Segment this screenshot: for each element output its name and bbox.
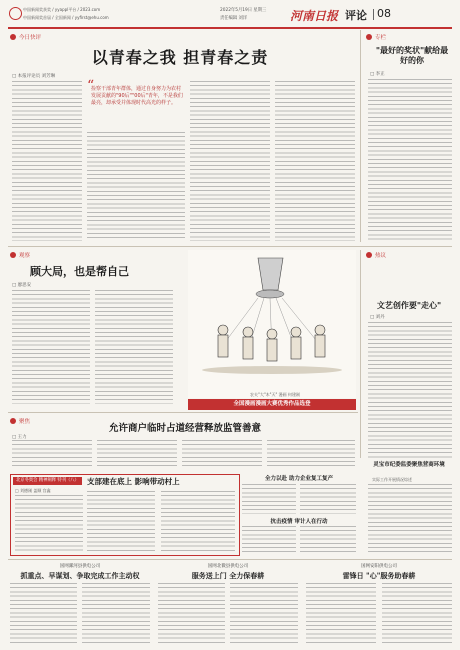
- party-col3-text: [161, 491, 235, 551]
- divider-2: [8, 412, 358, 413]
- banner-headline: 允许商户临时占道经营释放监管善意: [108, 423, 261, 434]
- bottom-col-1: [10, 563, 150, 647]
- masthead: [8, 6, 452, 26]
- right-mid-byline: 实际工作开展情况综述: [372, 477, 412, 482]
- section-dot-icon: [366, 252, 372, 258]
- mini-col1-text: [242, 484, 296, 514]
- banner-col2-text: [97, 440, 177, 468]
- newspaper-logo: 河南日报: [290, 9, 339, 23]
- page-number: 08: [377, 7, 391, 20]
- section-dot-icon: [10, 252, 16, 258]
- mini-col3-text: [242, 526, 296, 554]
- section-tag-right-top: 专栏: [366, 32, 386, 41]
- lead-byline: □ 本报评论员 刘芳琳: [12, 74, 56, 79]
- wenyi-byline: □ 刘丹: [370, 315, 385, 320]
- cartoon-image: [188, 250, 356, 398]
- mini-col4-text: [300, 526, 356, 554]
- section-dot-icon: [366, 34, 372, 40]
- mini-col2-text: [300, 484, 356, 514]
- page-divider: [373, 9, 374, 20]
- gu-headline: 顾大局，也是帮自己: [30, 265, 129, 278]
- banner-col4-text: [267, 440, 355, 468]
- masthead-rule: [8, 27, 452, 29]
- banner-byline: □ 王力: [12, 435, 27, 440]
- party-col1-text: [15, 495, 83, 551]
- lead-quote-box: [87, 80, 185, 128]
- bottom-col2-text: [158, 583, 225, 645]
- bottom-col-3: [306, 563, 452, 647]
- party-col2-text: [87, 491, 155, 551]
- section-tag-mid-right: 热议: [366, 250, 386, 259]
- banner-col3-text: [182, 440, 262, 468]
- gu-col1-text: [12, 290, 90, 404]
- bottom-col1-text: [10, 583, 77, 645]
- section-tag-bottom: 聚焦: [10, 416, 30, 425]
- bottom-col-2: [158, 563, 298, 647]
- wenyi-headline: 文艺创作要"走心": [376, 300, 442, 310]
- masthead-date: 2022年5月19日 星期三: [220, 8, 267, 13]
- lead-col2-text: [87, 132, 185, 241]
- masthead-left-line2: 中国新闻奖首届 / 全国新闻 / yyfirst@ehu.com: [23, 15, 109, 20]
- lead-col1-text: [12, 81, 82, 241]
- mini-headline-2: 抗击疫情 审计人在行动: [270, 519, 328, 525]
- bottom-col3-text: [306, 583, 376, 645]
- bottom-col2-text-b: [230, 583, 298, 645]
- bottom-col3-kicker: 国网安阳供电公司: [361, 564, 397, 569]
- lead-col3-text: [190, 81, 270, 241]
- masthead-left-line1: 中国新闻奖获奖 / yyappl平台 / 2023.com: [23, 7, 101, 12]
- bottom-col1-text-b: [82, 583, 150, 645]
- gu-col2-text: [95, 290, 173, 404]
- lead-headline: 以青春之我 担青春之责: [91, 48, 269, 67]
- lead-col4-text: [275, 81, 355, 241]
- right-top-text: [368, 79, 452, 241]
- right-top-byline: □ 李正: [370, 72, 385, 77]
- bottom-col3-headline: 雷锋日 "心"服务助春耕: [342, 571, 416, 580]
- section-name: 评论: [345, 9, 367, 22]
- party-label: 北京冬奥会 精神阐释 特刊（八）: [13, 477, 82, 485]
- party-headline: 支部建在底上 影响带动村上: [87, 477, 180, 486]
- bottom-col2-kicker: 国网北微县供电公司: [207, 564, 249, 569]
- right-top-headline: "最好的奖状"献给最好的你: [375, 45, 449, 65]
- mini-panel: [242, 474, 356, 554]
- masthead-editor: 责任编辑 刘洋: [220, 16, 248, 21]
- right-mid-text: [368, 484, 452, 554]
- right-mid-divider: [360, 250, 361, 458]
- bottom-col1-kicker: 国网漯河县供电公司: [59, 564, 101, 569]
- bottom-col3-text-b: [382, 583, 452, 645]
- section-tag-top-left: 今日快评: [10, 32, 41, 41]
- section-tag-mid-left: 观察: [10, 250, 30, 259]
- right-mid-headline: 灵宝市纪委监委聚焦营商环境: [373, 462, 445, 468]
- party-byline: □ 刘德刚 盖顺 宫鑫: [15, 488, 51, 493]
- banner-col1-text: [12, 440, 92, 468]
- quote-mark-icon: “: [87, 78, 95, 94]
- section-dot-icon: [10, 418, 16, 424]
- mini-headline: 全力以赴 助力企业复工复产: [265, 476, 333, 482]
- cartoon-banner: 全国漫画漫画大赛优秀作品选登: [188, 399, 356, 410]
- party-feature-box: [10, 474, 240, 556]
- gu-byline: □ 廖思安: [12, 283, 32, 288]
- cartoon-illustration-icon: [188, 250, 356, 398]
- bottom-col1-headline: 抓重点、早谋划、争取完成工作主动权: [20, 571, 140, 580]
- divider-3: [8, 559, 452, 560]
- masthead-logo-icon: [9, 7, 22, 20]
- lead-quote: 捡察干部青年群体，通过自身努力为农村发展贡献的"90后""00后"青年，不是我们最亮，却承受并体现时代高光的样子。: [91, 86, 183, 106]
- right-col-divider: [360, 30, 361, 242]
- divider-1: [8, 246, 452, 247]
- section-dot-icon: [10, 34, 16, 40]
- cartoon-credit: 农夫"大"木"天" 漫画 何建刚: [250, 392, 300, 397]
- bottom-col2-headline: 服务送上门 全力保春耕: [191, 571, 265, 580]
- wenyi-text: [368, 322, 452, 458]
